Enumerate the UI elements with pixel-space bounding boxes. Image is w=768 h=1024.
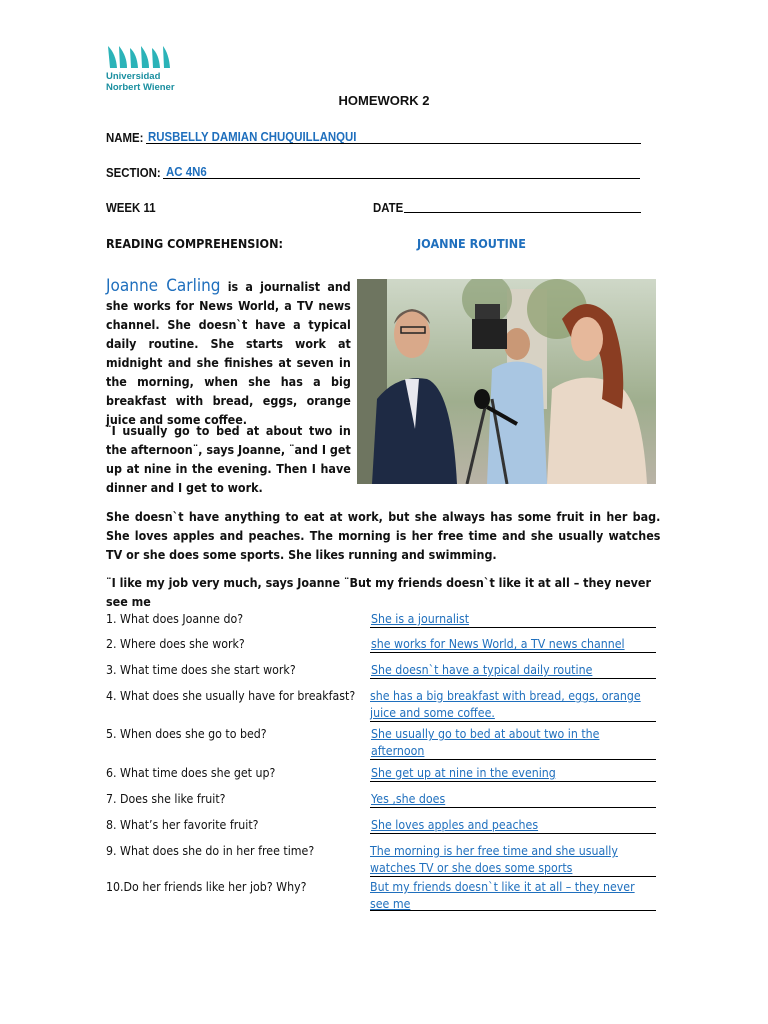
answer-3-line <box>370 678 656 679</box>
logo-line-2: Norbert Wiener <box>106 82 175 93</box>
answer-10-line <box>370 910 656 911</box>
name-underline <box>146 143 641 144</box>
date-underline <box>404 212 641 213</box>
answer-3: She doesn`t have a typical daily routine <box>371 663 593 677</box>
reading-title: JOANNE ROUTINE <box>417 236 526 251</box>
answer-7: Yes ,she does <box>371 792 446 806</box>
section-underline <box>163 178 640 179</box>
answer-7-line <box>370 807 656 808</box>
paragraph-4: ¨I like my job very much, says Joanne ¨But my friends doesn`t like it at all – they never see me <box>106 575 651 609</box>
answer-5: She usually go to bed at about two in the afternoon <box>371 727 600 758</box>
answer-1: She is a journalist <box>371 612 470 626</box>
answer-2: she works for News World, a TV news channel <box>371 637 625 651</box>
date-label: DATE <box>373 200 404 215</box>
answer-8: She loves apples and peaches <box>371 818 539 832</box>
answer-10: But my friends doesn`t like it at all – they never see me <box>370 880 635 911</box>
paragraph-3: She doesn`t have anything to eat at work, but she always has some fruit in her bag. She loves apples and peaches. The morning is her free time and she usually watches TV or she does some sports. She likes running and swimming. <box>106 509 661 562</box>
answer-8-line <box>370 833 656 834</box>
answer-1-line <box>370 627 656 628</box>
answer-4: she has a big breakfast with bread, eggs, orange juice and some coffee. <box>370 689 641 720</box>
logo-line-1: Universidad <box>106 71 161 82</box>
paragraph-1 <box>106 277 351 429</box>
reading-label: READING COMPREHENSION: <box>106 236 284 251</box>
answer-9-line <box>370 876 656 877</box>
journalist-name: Joanne Carling <box>106 276 221 296</box>
answer-6: She get up at nine in the evening <box>371 766 556 780</box>
section-label: SECTION: <box>106 165 161 180</box>
section-value: AC 4N6 <box>166 164 207 179</box>
answer-6-line <box>370 781 656 782</box>
question-3: 3. What time does she start work? <box>106 663 296 677</box>
answer-5-line <box>370 759 656 760</box>
question-6: 6. What time does she get up? <box>106 766 276 780</box>
question-2: 2. Where does she work? <box>106 637 245 651</box>
question-7: 7. Does she like fruit? <box>106 792 226 806</box>
question-8: 8. What’s her favorite fruit? <box>106 818 259 832</box>
paragraph-1-text: is a journalist and she works for News World, a TV news channel. She doesn`t have a typical daily routine. She starts work at midnight and she finishes at seven in the morning, when she has a big breakfast with bread, eggs, orange juice and some coffee. <box>106 279 351 427</box>
question-10: 10.Do her friends like her job? Why? <box>106 880 307 894</box>
answer-2-line <box>370 652 656 653</box>
name-value: RUSBELLY DAMIAN CHUQUILLANQUI <box>148 129 357 144</box>
week-label: WEEK 11 <box>106 200 156 215</box>
name-label: NAME: <box>106 130 144 145</box>
logo-text <box>106 71 175 93</box>
page-title: HOMEWORK 2 <box>338 93 430 108</box>
answer-4-line <box>370 721 656 722</box>
answer-9: The morning is her free time and she usually watches TV or she does some sports <box>370 844 618 875</box>
question-1: 1. What does Joanne do? <box>106 612 244 626</box>
question-5: 5. When does she go to bed? <box>106 727 267 741</box>
question-4: 4. What does she usually have for breakfast? <box>106 689 356 703</box>
paragraph-2: ¨I usually go to bed at about two in the afternoon¨, says Joanne, ¨and I get up at nine in the evening. Then I have dinner and I get to work. <box>106 423 351 495</box>
question-9: 9. What does she do in her free time? <box>106 844 315 858</box>
interview-photo <box>357 279 656 484</box>
